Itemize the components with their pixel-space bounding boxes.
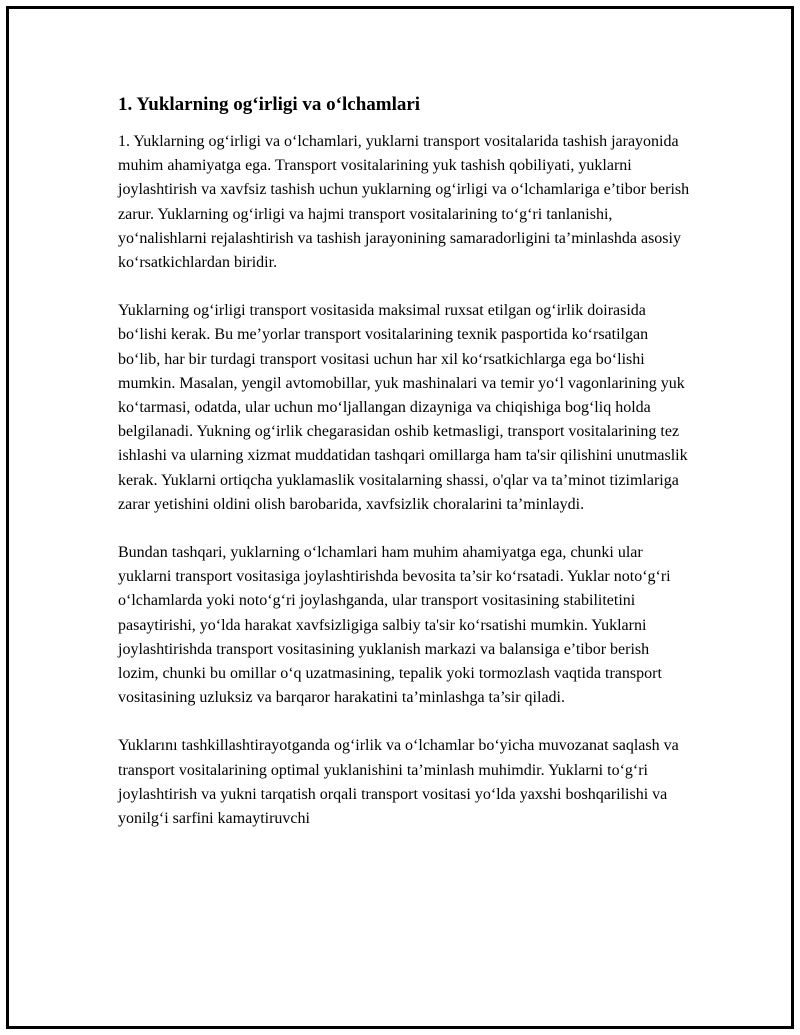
page-title: 1. Yuklarning og‘irligi va o‘lchamlari — [118, 94, 421, 115]
paragraph-1: 1. Yuklarning og‘irligi va o‘lchamlari, yuklarni transport vositalarida tashish jarayonida muhim ahamiyatga ega. Transport vositalarining yuk tashish qobiliyati, yuklarni joylashtirish va xavfsiz tashish uchun yuklarning og‘irligi va o‘lchamlariga e’tibor berish zarur. Yuklarning og‘irligi va hajmi transport vositalarining to‘g‘ri tanlanishi, yo‘nalishlarni rejalashtirish va tashish jarayonining samaradorligini ta’minlashda asosiy ko‘rsatkichlardan biridir. — [118, 133, 690, 272]
paragraph-3: Bundan tashqari, yuklarning o‘lchamlari ham muhim ahamiyatga ega, chunki ular yuklarni transport vositasiga joylashtirishda bevosita ta’sir ko‘rsatadi. Yuklar noto‘g‘ri o‘lchamlarda yoki noto‘g‘ri joylashganda, ular transport vositasining stabilitetini pasaytirishi, yo‘lda harakat xavfsizligiga salbiy ta'sir ko‘rsatishi mumkin. Yuklarni joylashtirishda transport vositasining yuklanish markazi va balansiga e’tibor berish lozim, chunki bu omillar o‘q uzatmasining, tepalik yoki tormozlash vaqtida transport vositasining uzluksiz va barqaror harakatini ta’minlashga ta’sir qiladi. — [118, 544, 671, 707]
paragraph-4: Yuklarını tashkillashtirayotganda og‘irlik va o‘lchamlar bo‘yicha muvozanat saqlash va transport vositalarining optimal yuklanishini ta’minlash muhimdir. Yuklarni to‘g‘ri joylashtirish va yukni tarqatish orqali transport vositasi yo‘lda yaxshi boshqarilishi va yonilg‘i sarfini kamaytiruvchi — [118, 737, 679, 828]
document-body — [118, 92, 690, 855]
paragraph-2: Yuklarning og‘irligi transport vositasida maksimal ruxsat etilgan og‘irlik doirasida bo‘lishi kerak. Bu me’yorlar transport vositalarining texnik pasportida ko‘rsatilgan bo‘lib, har bir turdagi transport vositasi uchun har xil ko‘rsatkichlarga ega bo‘lishi mumkin. Masalan, yengil avtomobillar, yuk mashinalari va temir yo‘l vagonlarining yuk ko‘tarmasi, odatda, ular uchun mo‘ljallangan dizayniga va chiqishiga bog‘liq holda belgilanadi. Yukning og‘irlik chegarasidan oshib ketmasligi, transport vositalarining tez ishlashi va ularning xizmat muddatidan tashqari omillarga ham ta'sir qilishini unutmaslik kerak. Yuklarni ortiqcha yuklamaslik vositalarning shassi, o'qlar va ta’minot tizimlariga zarar yetishini oldini olish barobarida, xavfsizlik choralarini ta’minlaydi. — [118, 302, 688, 513]
